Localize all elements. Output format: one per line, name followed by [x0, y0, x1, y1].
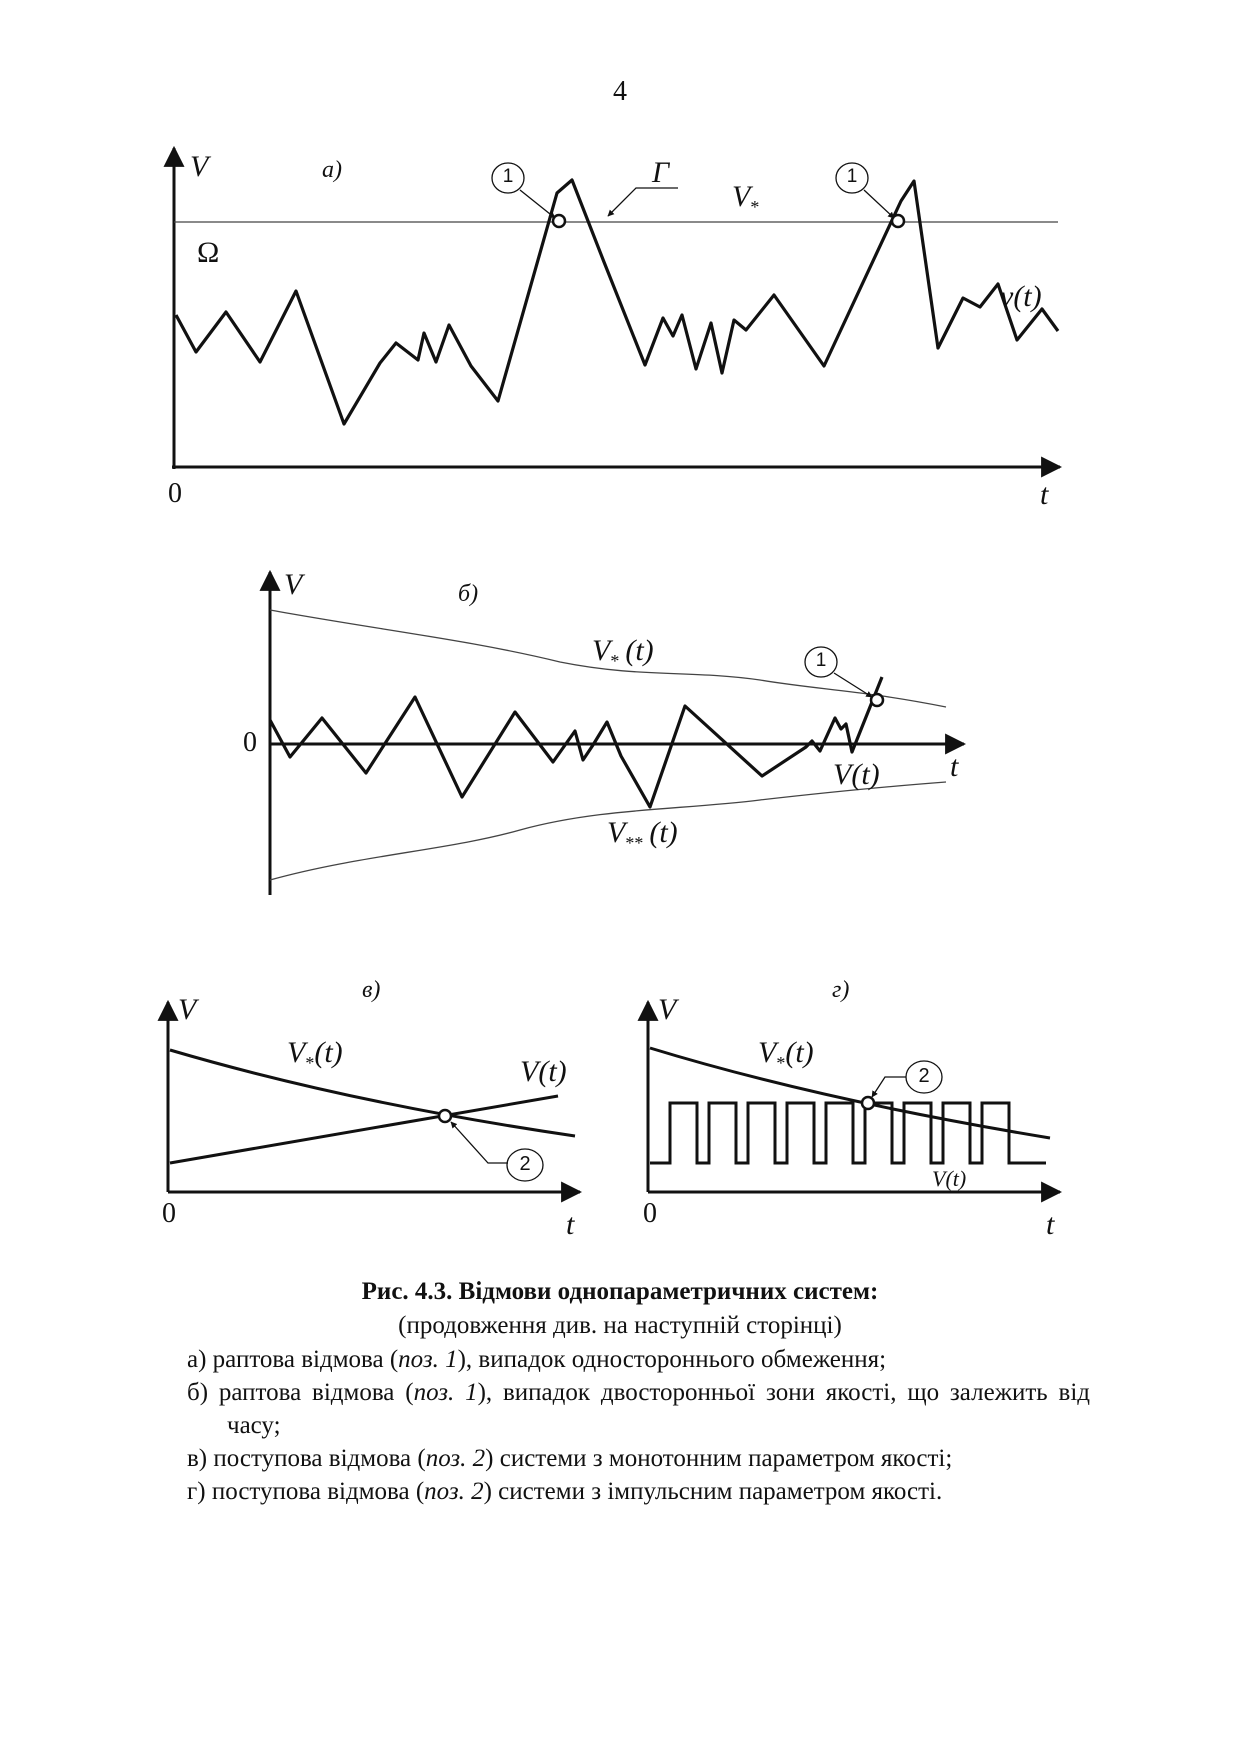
panel-a-y-axis-label: V [190, 150, 209, 183]
caption-item-a-ref: поз. 1 [398, 1346, 458, 1373]
caption-item-a-suffix: ), випадок одностороннього обмеження; [457, 1346, 887, 1373]
panel-a-callout-2-text: 1 [846, 166, 858, 187]
caption-item-d [187, 1475, 1090, 1508]
panel-d-threshold-label [758, 1038, 814, 1072]
panel-c-signal-label: V(t) [520, 1055, 567, 1088]
panel-a-signal-curve [176, 180, 1058, 424]
panel-a-region-label: Ω [197, 236, 220, 269]
caption-item-a [187, 1343, 1090, 1376]
panel-d-threshold-subscript: * [776, 1053, 786, 1073]
panel-d-marker-2 [862, 1097, 874, 1109]
panel-b-y-axis-label: V [284, 568, 303, 601]
panel-d-callout-2-text: 2 [918, 1065, 930, 1087]
panel-c-signal-line [170, 1096, 558, 1163]
panel-b-signal-label: V(t) [833, 758, 880, 791]
panel-d-signal-label: V(t) [932, 1166, 967, 1191]
caption-item-b-prefix: б) раптова відмова ( [187, 1379, 414, 1406]
panel-a-marker-1 [553, 215, 565, 227]
panel-b-lower-bound-label [607, 818, 678, 852]
caption-item-b-ref: поз. 1 [413, 1379, 478, 1406]
panel-a-signal-label: v(t) [1000, 280, 1042, 313]
panel-b-callout-1-leader [834, 673, 872, 697]
panel-d-pulse-signal [650, 1103, 1046, 1163]
panel-b-upper-bound-symbol: V [592, 634, 611, 667]
panel-b-x-axis-label: t [950, 750, 959, 783]
panel-c-threshold-arg: (t) [314, 1036, 343, 1069]
panel-c-callout-2-leader [451, 1122, 508, 1163]
caption-subtitle: (продовження див. на наступній сторінці) [398, 1312, 842, 1339]
panel-a-origin-label: 0 [168, 478, 182, 509]
panel-d-origin-label: 0 [643, 1198, 657, 1229]
caption-item-a-prefix: а) раптова відмова ( [187, 1346, 399, 1373]
caption-item-d-prefix: г) поступова відмова ( [187, 1478, 425, 1505]
panel-b-upper-bound-arg: (t) [625, 634, 654, 667]
panel-d-threshold-symbol: V [758, 1036, 777, 1069]
caption-item-d-ref: поз. 2 [424, 1478, 484, 1505]
panel-b-panel-label: б) [458, 581, 479, 607]
caption-title: Рис. 4.3. Відмови однопараметричних систем: [361, 1278, 879, 1305]
caption-item-b [187, 1376, 1090, 1442]
panel-a-panel-label: а) [322, 157, 342, 183]
panel-b-lower-bound-subscript: ** [625, 833, 644, 853]
panel-a [172, 148, 1060, 469]
panel-b-upper-bound-subscript: * [610, 651, 620, 671]
panel-b-lower-bound-arg: (t) [649, 816, 678, 849]
panel-d-x-axis-label: t [1046, 1208, 1055, 1241]
panel-a-boundary-leader [608, 188, 678, 216]
panel-c-threshold-symbol: V [287, 1036, 306, 1069]
panel-b-upper-bound-label [592, 636, 654, 670]
caption-item-c [187, 1442, 1090, 1475]
panel-c-origin-label: 0 [162, 1198, 176, 1229]
panel-a-threshold-subscript: * [750, 197, 760, 217]
panel-a-x-axis-label: t [1040, 478, 1049, 511]
figure-caption [0, 1275, 1240, 1508]
panel-b-lower-bound-symbol: V [607, 816, 626, 849]
panel-a-marker-2 [892, 215, 904, 227]
panel-c-x-axis-label: t [566, 1208, 575, 1241]
caption-item-c-prefix: в) поступова відмова ( [187, 1445, 426, 1472]
panel-a-callout-1-text: 1 [502, 166, 514, 187]
panel-a-threshold-symbol: V [732, 180, 751, 213]
panel-d [648, 1002, 1060, 1192]
caption-item-c-ref: поз. 2 [425, 1445, 486, 1472]
panel-d-callout-2-leader [872, 1077, 906, 1097]
panel-d-threshold-arg: (t) [785, 1036, 814, 1069]
caption-item-b-suffix: ), випадок двосторонньої зони якості, що залежить від часу; [227, 1379, 1090, 1439]
panel-c-panel-label: в) [362, 977, 381, 1003]
page-number: 4 [613, 76, 627, 107]
caption-item-c-suffix: ) системи з монотонним параметром якості; [485, 1445, 953, 1472]
panel-d-y-axis-label: V [658, 993, 677, 1026]
panel-b-marker-1 [871, 694, 883, 706]
panel-c-marker-2 [439, 1110, 451, 1122]
caption-item-d-suffix: ) системи з імпульсним параметром якості. [483, 1478, 943, 1505]
panel-a-callout-1-leader [520, 190, 555, 218]
panel-c-threshold-curve [170, 1050, 575, 1136]
panel-a-boundary-label: Г [652, 156, 670, 189]
caption-items [187, 1343, 1090, 1508]
panel-c-threshold-subscript: * [305, 1053, 315, 1073]
panel-b-origin-label: 0 [243, 727, 257, 758]
panel-b-signal-curve [270, 677, 882, 807]
panel-c-callout-2-text: 2 [519, 1153, 531, 1175]
panel-c-threshold-label [287, 1038, 343, 1072]
panel-a-callout-2-leader [864, 190, 894, 218]
panel-b-callout-1-text: 1 [815, 650, 827, 671]
panel-d-panel-label: г) [832, 977, 850, 1003]
panel-a-threshold-label [732, 182, 759, 216]
panel-c-y-axis-label: V [178, 993, 197, 1026]
